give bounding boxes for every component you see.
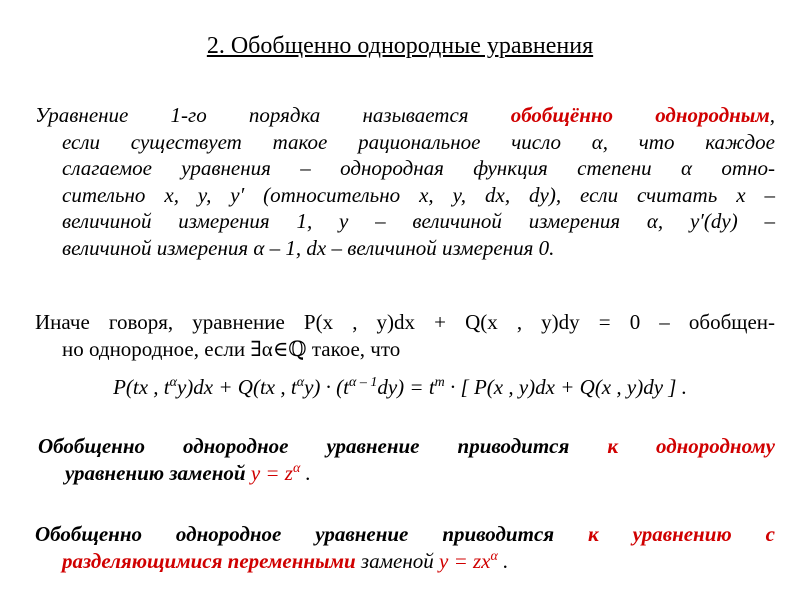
red-highlight: к однородному <box>607 434 775 458</box>
substitution-line-2: уравнению заменой $y = z^\alpha$ . <box>65 460 311 485</box>
restatement-paragraph <box>35 309 775 362</box>
condition-formula: P(tx , $t^\alpha y)dx + Q(tx$ , $t^\alpha y) \cdot (t^{\alpha - 1}dy) = t^m$ · [ P(x , y)dx + Q(x , y)dy ] . <box>113 375 687 399</box>
superscript: α <box>169 375 177 390</box>
substitution-formula: $y = zx^\alpha$ <box>439 548 498 573</box>
definition-line-6: величиной измерения α – 1, dx – величиной измерения 0. <box>62 235 555 260</box>
term-highlight: обобщённо однородным <box>510 103 770 127</box>
definition-line-2: если существует такое рациональное число α, что каждое <box>62 129 775 154</box>
definition-line-1 <box>35 102 775 129</box>
red-highlight: к уравнению с <box>588 522 775 546</box>
substitution-homogeneous <box>38 433 775 486</box>
superscript: m <box>434 375 445 390</box>
superscript: α <box>296 375 305 390</box>
substitution-separable <box>35 521 775 574</box>
slide-title: 2. Обобщенно однородные уравнения <box>206 33 594 59</box>
red-highlight: разделяющимися переменными <box>62 548 356 573</box>
definition-line-5: величиной измерения 1, y – величиной измерения α, y′(dy) – <box>62 209 775 233</box>
comma: , <box>769 103 775 127</box>
substitution-formula: $y = z^\alpha$ <box>245 460 301 485</box>
definition-text: Уравнение 1-го порядка называется <box>35 103 511 127</box>
superscript: α – 1 <box>348 375 378 390</box>
separable-line-1: Обобщенно однородное уравнение приводится к уравнению с <box>35 522 775 546</box>
definition-paragraph <box>35 102 775 261</box>
restatement-line-2: но однородное, если ∃α∈ℚ такое, что <box>62 336 401 361</box>
separable-line-2: разделяющимися переменными заменой $y = zx^\alpha$ . <box>62 548 509 573</box>
definition-line-4: сительно x, y, y′ (относительно x, y, dx, dy), если считать x – <box>62 182 775 207</box>
definition-line-3: слагаемое уравнения – однородная функция степени α отно- <box>62 156 775 180</box>
restatement-line-1: Иначе говоря, уравнение P(x , y)dx + Q(x , y)dy = 0 – обобщен- <box>35 310 775 334</box>
substitution-line-1: Обобщенно однородное уравнение приводится к однородному <box>38 434 775 458</box>
